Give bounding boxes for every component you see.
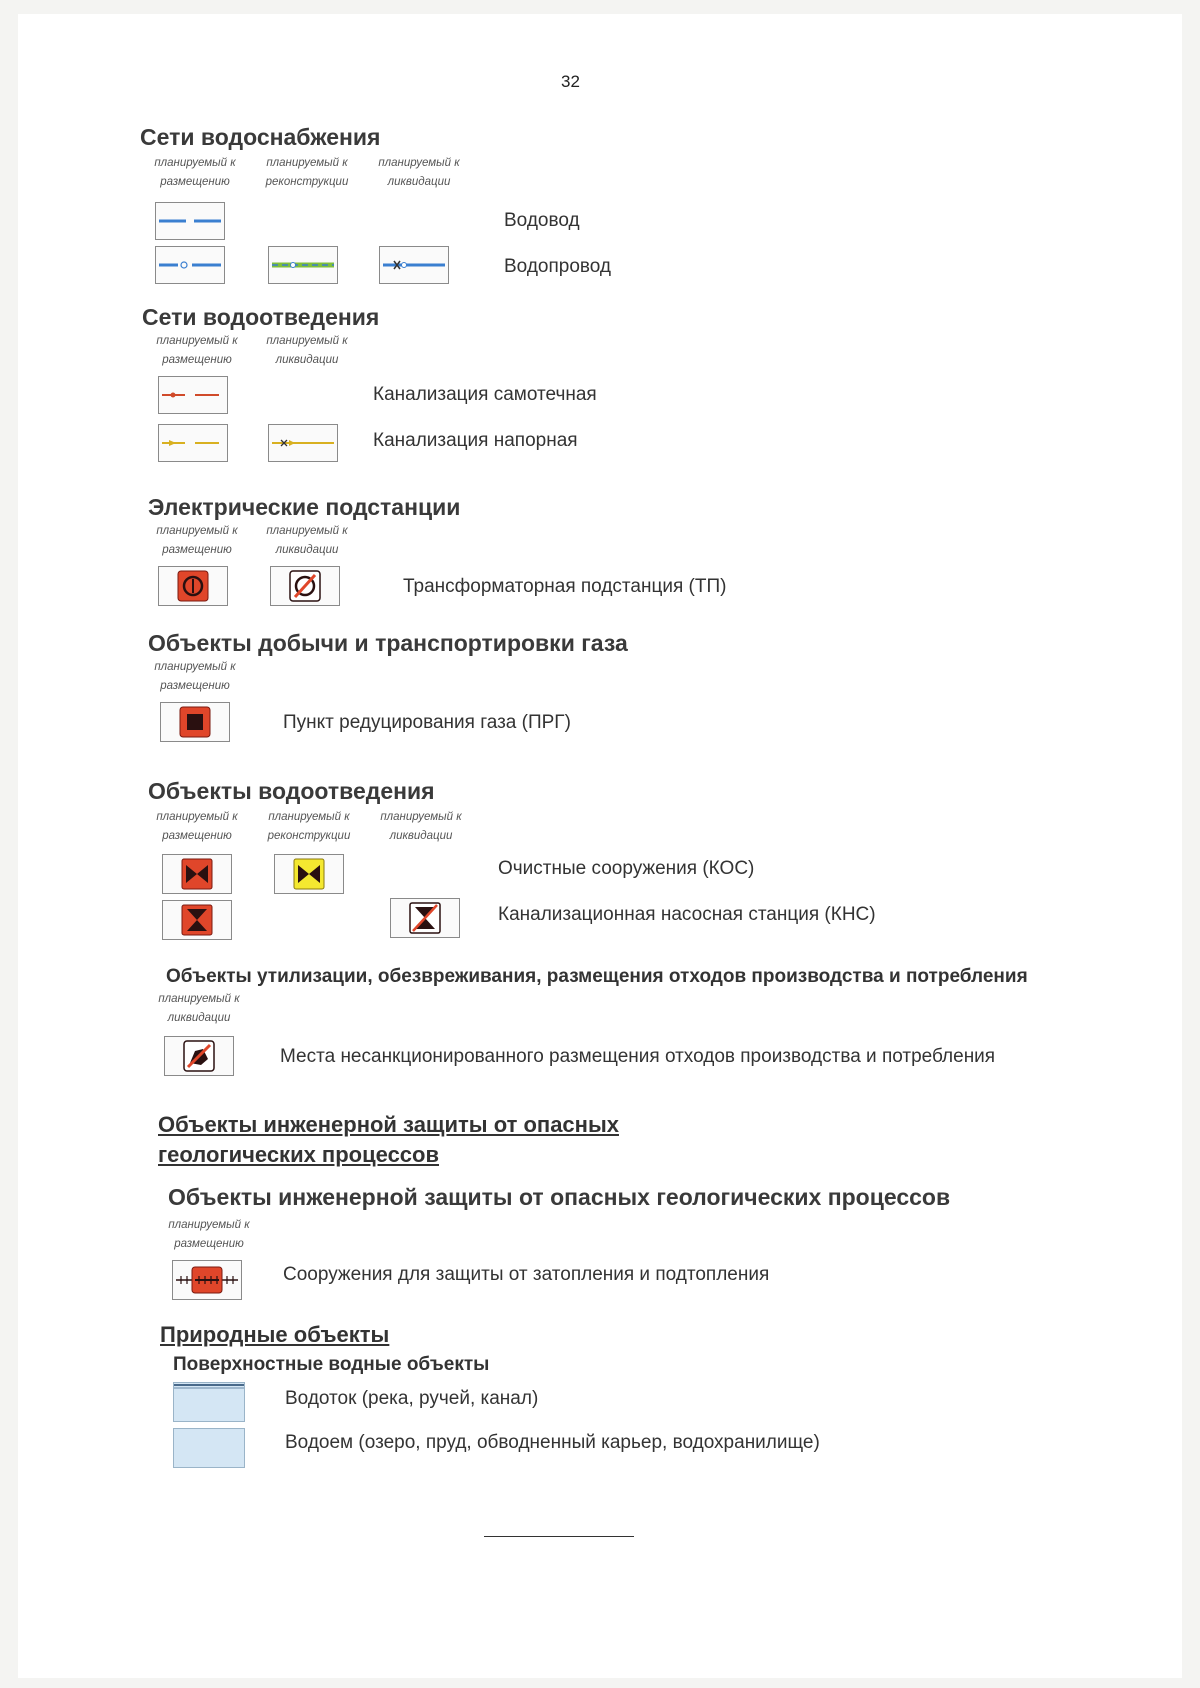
water-pipe-symbol [155, 246, 225, 284]
pressure-sewer-symbol [158, 424, 228, 462]
water-body-symbol [173, 1428, 245, 1468]
flood-protection-label: Сооружения для защиты от затопления и подтопления [283, 1264, 770, 1285]
geo-protection-title: Объекты инженерной защиты от опасных геологических процессов [168, 1184, 951, 1210]
water-main-symbol [155, 202, 225, 240]
flood-protection-icon [172, 1260, 242, 1300]
pressure-sewer-liquidation-symbol [268, 424, 338, 462]
footer-rule [484, 1536, 634, 1537]
treatment-facility-icon [162, 854, 232, 894]
waste-title: Объекты утилизации, обезвреживания, размещения отходов производства и потребления [166, 966, 1028, 987]
waste-site-label: Места несанкционированного размещения отходов производства и потребления [280, 1046, 996, 1067]
caption-placement: планируемый к размещению [168, 1219, 250, 1250]
caption-liquidation: планируемый к ликвидации [378, 157, 460, 188]
treatment-facility-label: Очистные сооружения (КОС) [498, 858, 755, 879]
water-supply-title: Сети водоснабжения [140, 124, 381, 150]
caption-placement: планируемый к размещению [154, 661, 236, 692]
gas-reduction-point-label: Пункт редуцирования газа (ПРГ) [283, 712, 571, 733]
caption-reconstruction: планируемый к реконструкции [267, 811, 351, 842]
caption-liquidation: планируемый к ликвидации [380, 811, 462, 842]
wastewater-objects-title: Объекты водоотведения [148, 778, 435, 804]
pressure-sewer-label: Канализация напорная [373, 430, 578, 451]
transformer-substation-label: Трансформаторная подстанция (ТП) [403, 576, 727, 597]
water-pipe-liquidation-symbol [379, 246, 449, 284]
geo-protection-section-title: Объекты инженерной защиты от опасных геологических процессов [158, 1112, 619, 1167]
natural-title: Поверхностные водные объекты [173, 1354, 490, 1375]
water-main-label: Водовод [504, 210, 580, 231]
transformer-substation-icon [158, 566, 228, 606]
caption-liquidation: планируемый к ликвидации [158, 993, 240, 1024]
sewage-pump-station-icon [162, 900, 232, 940]
caption-placement: планируемый к размещению [156, 335, 238, 366]
caption-placement: планируемый к размещению [156, 525, 238, 556]
sewage-pump-station-liquidation-icon [390, 898, 460, 938]
page-number: 32 [561, 72, 580, 91]
sewer-networks-title: Сети водоотведения [142, 304, 380, 330]
substations-title: Электрические подстанции [148, 494, 461, 520]
caption-reconstruction: планируемый к реконструкции [265, 157, 349, 188]
water-pipe-label: Водопровод [504, 256, 612, 277]
gas-reduction-point-icon [160, 702, 230, 742]
sewage-pump-station-label: Канализационная насосная станция (КНС) [498, 904, 876, 925]
natural-section-title: Природные объекты [160, 1322, 390, 1347]
caption-placement: планируемый к размещению [154, 157, 236, 188]
transformer-substation-liquidation-icon [270, 566, 340, 606]
watercourse-label: Водоток (река, ручей, канал) [285, 1388, 539, 1409]
caption-liquidation: планируемый к ликвидации [266, 335, 348, 366]
caption-placement: планируемый к размещению [156, 811, 238, 842]
treatment-facility-reconstruction-icon [274, 854, 344, 894]
gravity-sewer-label: Канализация самотечная [373, 384, 597, 405]
water-body-label: Водоем (озеро, пруд, обводненный карьер, водохранилище) [285, 1432, 820, 1453]
gas-title: Объекты добычи и транспортировки газа [148, 630, 628, 656]
water-pipe-reconstruction-symbol [268, 246, 338, 284]
caption-liquidation: планируемый к ликвидации [266, 525, 348, 556]
gravity-sewer-symbol [158, 376, 228, 414]
watercourse-symbol [173, 1382, 245, 1422]
document-page [18, 14, 1182, 1678]
waste-site-icon [164, 1036, 234, 1076]
